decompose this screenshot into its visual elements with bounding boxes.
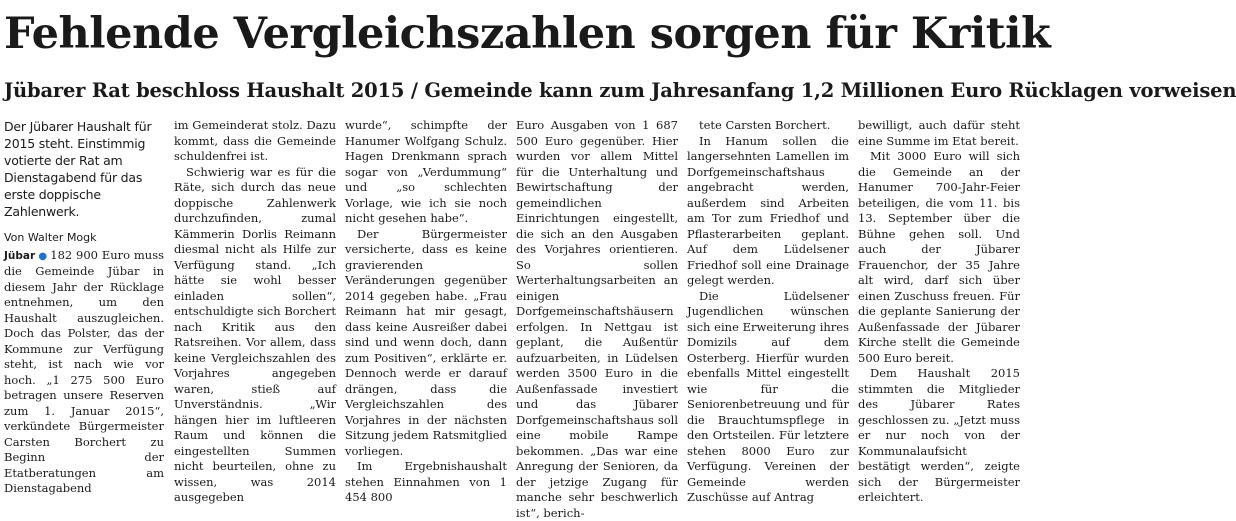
article-byline: Von Walter Mogk bbox=[4, 231, 97, 244]
article-column-4 bbox=[516, 118, 678, 520]
article-column-6 bbox=[858, 118, 1020, 504]
article-paragraph: Der Bürgermeister versicherte, dass es keine gravierenden Veränderungen gegenüber 2014 gegeben habe. „Frau Reimann hat mir gesagt, dass keine Ausreißer dabei sind und wenn doch, dann zum Positiven“, erklärte er. Dennoch werde er darauf drängen, dass die Vergleichszahlen des Vorjahres in der nächsten Sitzung jedem Ratsmitglied vorliegen. bbox=[345, 226, 507, 458]
article-paragraph: bewilligt, auch dafür steht eine Summe im Etat bereit. bbox=[858, 118, 1020, 148]
article-lead: Der Jübarer Haushalt für 2015 steht. Einstimmig votierte der Rat am Dienstagabend für das erste doppische Zahlenwerk. bbox=[4, 119, 152, 219]
article-paragraph: Im Ergebnishaushalt stehen Einnahmen von 1 454 800 bbox=[345, 459, 507, 504]
article-column-1 bbox=[4, 118, 165, 495]
dateline-place: Jübar bbox=[4, 249, 36, 262]
article-subheadline: Jübarer Rat beschloss Haushalt 2015 / Gemeinde kann zum Jahresanfang 1,2 Millionen Euro Rücklagen vorweisen bbox=[4, 79, 1236, 102]
dateline-bullet-icon: ● bbox=[38, 250, 48, 262]
paragraph-text: 182 900 Euro muss die Gemeinde Jübar in diesem Jahr der Rücklage entnehmen, um den Haushalt auszugleichen. Doch das Polster, das der Kommune zur Verfügung steht, ist nach wie vor hoch. „1 275 500 Euro betragen unsere Reserven zum 1. Januar 2015“, verkündete Bürgermeister Carsten Borchert zu Beginn der Etatberatungen am Dienstagabend bbox=[4, 247, 165, 495]
article-column-3 bbox=[345, 118, 507, 504]
article-paragraph: wurde“, schimpfte der Hanumer Wolfgang Schulz. Hagen Drenkmann sprach sogar von „Verdummung“ und „so schlechten Vorlage, wie ich sie noch nicht gesehen habe“. bbox=[345, 118, 507, 225]
article-paragraph bbox=[4, 248, 164, 497]
article-column-2 bbox=[174, 118, 336, 504]
article-paragraph: Die Lüdelsener Jugendlichen wünschen sich eine Erweiterung ihres Domizils auf dem Osterberg. Hierfür wurden ebenfalls Mittel eingestellt wie für die Seniorenbetreuung und für die Brauchtumspflege in den Ortsteilen. Für letztere stehen 8000 Euro zur Verfügung. Vereinen der Gemeinde werden Zuschüsse auf Antrag bbox=[687, 288, 849, 504]
article-paragraph: tete Carsten Borchert. bbox=[699, 118, 831, 132]
article-paragraph: Euro Ausgaben von 1 687 500 Euro gegenüber. Hier wurden vor allem Mittel für die Unterhaltung und Bewirtschaftung der gemeindlichen Einrichtungen eingestellt, die sich an den Ausgaben des Vorjahres orientieren. So sollen Werterhaltungsarbeiten an einigen Dorfgemeinschaftshäusern erfolgen. In Nettgau ist geplant, die Außentür aufzuarbeiten, in Lüdelsen werden 3500 Euro in die Außenfassade investiert und das Jübarer Dorfgemeinschaftshaus soll eine mobile Rampe bekommen. „Das war eine Anregung der Senioren, da der jetzige Zugang für manche sehr beschwerlich ist“, berich- bbox=[516, 118, 678, 520]
article-paragraph: Mit 3000 Euro will sich die Gemeinde an der Hanumer 700-Jahr-Feier beteiligen, die vom 11. bis 13. September über die Bühne gehen soll. Und auch der Jübarer Frauenchor, der 35 Jahre alt wird, darf sich über einen Zuschuss freuen. Für die geplante Sanierung der Außenfassade der Jübarer Kirche stellt die Gemeinde 500 Euro bereit. bbox=[858, 149, 1020, 365]
article-paragraph: Schwierig war es für die Räte, sich durch das neue doppische Zahlenwerk durchzufinden, zumal Kämmerin Dorlis Reimann diesmal nicht als Hilfe zur Verfügung stand. „Ich hätte sie wohl besser einladen sollen“, entschuldigte sich Borchert nach Kritik aus den Ratsreihen. Vor allem, dass keine Vergleichszahlen des Vorjahres angegeben waren, stieß auf Unverständnis. „Wir hängen hier im luftleeren Raum und können die eingestellten Summen nicht beurteilen, ohne zu wissen, was 2014 ausgegeben bbox=[174, 164, 336, 504]
article-paragraph: im Gemeinderat stolz. Dazu kommt, dass die Gemeinde schuldenfrei ist. bbox=[174, 118, 336, 163]
article-paragraph: Dem Haushalt 2015 stimmten die Mitglieder des Jübarer Rates geschlossen zu. „Jetzt muss er nur noch von der Kommunalaufsicht bestätigt werden“, zeigte sich der Bürgermeister erleichtert. bbox=[858, 366, 1020, 504]
article-paragraph: In Hanum sollen die langersehnten Lamellen im Dorfgemeinschaftshaus angebracht werden, außerdem sind Arbeiten am Tor zum Friedhof und Pflasterarbeiten geplant. Auf dem Lüdelsener Friedhof soll eine Drainage gelegt werden. bbox=[687, 133, 849, 287]
article-column-5 bbox=[687, 118, 849, 504]
article-headline: Fehlende Vergleichszahlen sorgen für Kritik bbox=[4, 9, 1051, 59]
